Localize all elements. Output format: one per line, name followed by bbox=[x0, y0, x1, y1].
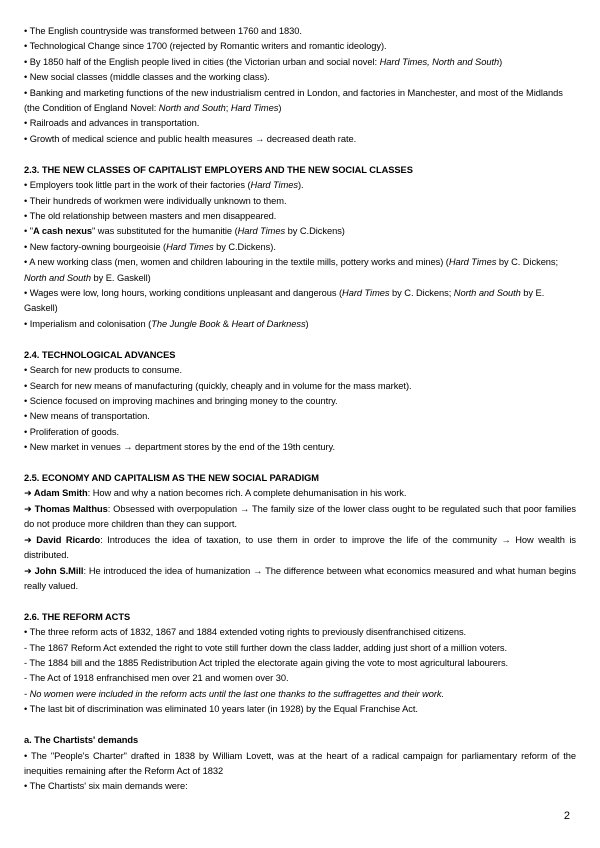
section-2-4-list bbox=[24, 363, 576, 455]
text-segment: • The Chartists' six main demands were: bbox=[24, 781, 188, 792]
section-heading-chartists: a. The Chartists' demands bbox=[24, 735, 139, 746]
section-2-3-list bbox=[24, 178, 576, 332]
list-item bbox=[24, 409, 576, 424]
text-segment: • Imperialism and colonisation ( bbox=[24, 318, 152, 329]
list-item bbox=[24, 394, 576, 409]
text-segment: • New means of transportation. bbox=[24, 411, 150, 422]
text-segment: ). bbox=[298, 180, 304, 191]
list-item bbox=[24, 24, 576, 39]
section-heading-2-5: 2.5. ECONOMY AND CAPITALISM AS THE NEW SOCIAL PARADIGM bbox=[24, 473, 319, 484]
text-segment: Heart of Darkness bbox=[231, 318, 306, 329]
text-segment: • Employers took little part in the work of their factories ( bbox=[24, 180, 251, 191]
list-item bbox=[24, 194, 576, 209]
list-item bbox=[24, 224, 576, 239]
text-segment: by C. Dickens; bbox=[389, 288, 454, 298]
list-item bbox=[24, 86, 576, 117]
list-item bbox=[24, 363, 576, 378]
text-segment: • The English countryside was transformed between 1760 and 1830. bbox=[24, 26, 302, 36]
list-item bbox=[24, 178, 576, 193]
text-segment: North and South bbox=[24, 272, 91, 283]
text-segment: Hard Times bbox=[342, 288, 390, 298]
list-item bbox=[24, 625, 576, 640]
text-segment: • Science focused on improving machines and bringing money to the country. bbox=[24, 395, 338, 406]
list-item bbox=[24, 656, 576, 671]
text-segment: ) bbox=[305, 318, 309, 329]
text-segment: ➜ David Ricardo bbox=[24, 534, 101, 545]
list-item bbox=[24, 132, 576, 147]
list-item bbox=[24, 502, 576, 533]
text-segment: • Their hundreds of workmen were individually unknown to them. bbox=[24, 195, 287, 206]
list-item bbox=[24, 779, 576, 794]
text-segment: • New market in venues → department stores by the end of the 19th century. bbox=[24, 442, 335, 453]
text-segment: Hard Times, North and South bbox=[379, 56, 500, 67]
list-item bbox=[24, 55, 576, 70]
text-segment: Hard Times bbox=[250, 180, 298, 191]
text-segment: - The 1867 Reform Act extended the right to vote still further down the class ladder, adding just short of a million voters. bbox=[24, 642, 508, 653]
text-segment: • The old relationship between masters and men disappeared. bbox=[24, 210, 277, 221]
text-segment: ➜ John S.Mill bbox=[24, 565, 84, 576]
text-segment: ) bbox=[278, 103, 282, 114]
text-segment: • Proliferation of goods. bbox=[24, 426, 120, 437]
section-2-5-list bbox=[24, 486, 576, 594]
text-segment: Hard Times bbox=[237, 226, 286, 237]
text-segment: ➜ Thomas Malthus bbox=[24, 503, 108, 514]
text-segment: ; bbox=[225, 103, 231, 114]
section-heading-2-4: 2.4. TECHNOLOGICAL ADVANCES bbox=[24, 349, 176, 360]
text-segment: by E. Gaskell) bbox=[24, 288, 545, 314]
text-segment: : Introduces the idea of taxation, to use them in order to improve the life of the community → How wealth is distributed. bbox=[24, 534, 576, 561]
text-segment: ) bbox=[499, 56, 503, 67]
text-segment: - The 1884 bill and the 1885 Redistribution Act tripled the electorate again giving the vote to most agricultural labourers. bbox=[24, 658, 509, 669]
text-segment: by E. Gaskell) bbox=[90, 272, 151, 283]
text-segment: • By 1850 half of the English people lived in cities (the Victorian urban and social novel: bbox=[24, 56, 380, 67]
text-segment: : How and why a nation becomes rich. A complete dehumanisation in his work. bbox=[87, 488, 407, 499]
section-heading-2-6: 2.6. THE REFORM ACTS bbox=[24, 611, 131, 622]
list-item bbox=[24, 39, 576, 54]
list-item bbox=[24, 255, 576, 286]
intro-list bbox=[24, 24, 576, 147]
list-item bbox=[24, 702, 576, 717]
list-item bbox=[24, 671, 576, 686]
text-segment: The Jungle Book bbox=[151, 318, 221, 329]
text-segment: " was substituted for the humanitie ( bbox=[92, 226, 238, 237]
list-item bbox=[24, 317, 576, 332]
text-segment: • Railroads and advances in transportation. bbox=[24, 118, 200, 129]
text-segment: North and South bbox=[158, 103, 226, 114]
list-item bbox=[24, 286, 576, 317]
text-segment: A cash nexus bbox=[33, 226, 92, 237]
text-segment: by C.Dickens) bbox=[285, 226, 345, 237]
text-segment: • New factory-owning bourgeoisie ( bbox=[24, 241, 167, 252]
text-segment: • A new working class (men, women and children labouring in the textile mills, pottery works and mines) ( bbox=[24, 257, 449, 268]
list-item bbox=[24, 564, 576, 595]
list-item bbox=[24, 486, 576, 501]
list-item bbox=[24, 209, 576, 224]
text-segment: • Search for new products to consume. bbox=[24, 365, 182, 376]
text-segment: • Banking and marketing functions of the new industrialism centred in London, and factories in Manchester, and most of the Midlands (the Condition of England Novel: bbox=[24, 87, 563, 114]
list-item bbox=[24, 749, 576, 780]
text-segment: by C.Dickens). bbox=[213, 241, 276, 252]
text-segment: • New social classes (middle classes and the working class). bbox=[24, 72, 270, 83]
chartists-list bbox=[24, 749, 576, 795]
text-segment: • Technological Change since 1700 (rejected by Romantic writers and romantic ideology). bbox=[24, 41, 387, 52]
text-segment: • Search for new means of manufacturing (quickly, cheaply and in volume for the mass market). bbox=[24, 380, 412, 391]
text-segment: • " bbox=[24, 226, 33, 237]
text-segment: Hard Times bbox=[448, 257, 497, 268]
list-item bbox=[24, 116, 576, 131]
list-item bbox=[24, 687, 576, 702]
text-segment: • Growth of medical science and public health measures → decreased death rate. bbox=[24, 133, 357, 144]
section-2-6-list bbox=[24, 625, 576, 717]
text-segment: : He introduced the idea of humanization → The difference between what economics measured and what human begins really valued. bbox=[24, 565, 576, 591]
document-page bbox=[24, 24, 576, 795]
text-segment: • Wages were low, long hours, working conditions unpleasant and dangerous ( bbox=[24, 288, 343, 298]
text-segment: • The last bit of discrimination was eliminated 10 years later (in 1928) by the Equal Franchise Act. bbox=[24, 704, 418, 715]
text-segment: - No women were included in the reform acts until the last one thanks to the suffragettes and their work. bbox=[24, 688, 445, 699]
section-heading-2-3: 2.3. THE NEW CLASSES OF CAPITALIST EMPLOYERS AND THE NEW SOCIAL CLASSES bbox=[24, 164, 413, 175]
list-item bbox=[24, 240, 576, 255]
text-segment: Hard Times bbox=[230, 103, 279, 114]
text-segment: Hard Times bbox=[166, 241, 214, 252]
list-item bbox=[24, 440, 576, 455]
text-segment: • The "People's Charter" drafted in 1838 by William Lovett, was at the heart of a radical campaign for parliamentary reform of the inequities remaining after the Reform Act of 1832 bbox=[24, 750, 576, 776]
text-segment: - The Act of 1918 enfranchised men over 21 and women over 30. bbox=[24, 673, 289, 684]
text-segment: & bbox=[220, 318, 232, 329]
text-segment: North and South bbox=[453, 288, 521, 298]
text-segment: ➜ Adam Smith bbox=[24, 488, 88, 499]
list-item bbox=[24, 425, 576, 440]
text-segment: : Obsessed with overpopulation → The family size of the lower class ought to be regulated such that poor families do not produce more children than they can support. bbox=[24, 503, 576, 530]
list-item bbox=[24, 533, 576, 564]
list-item bbox=[24, 641, 576, 656]
text-segment: • The three reform acts of 1832, 1867 and 1884 extended voting rights to previously disenfranchised citizens. bbox=[24, 627, 467, 638]
page-number: 2 bbox=[563, 810, 570, 822]
text-segment: by C. Dickens; bbox=[496, 257, 559, 268]
list-item bbox=[24, 379, 576, 394]
list-item bbox=[24, 70, 576, 85]
